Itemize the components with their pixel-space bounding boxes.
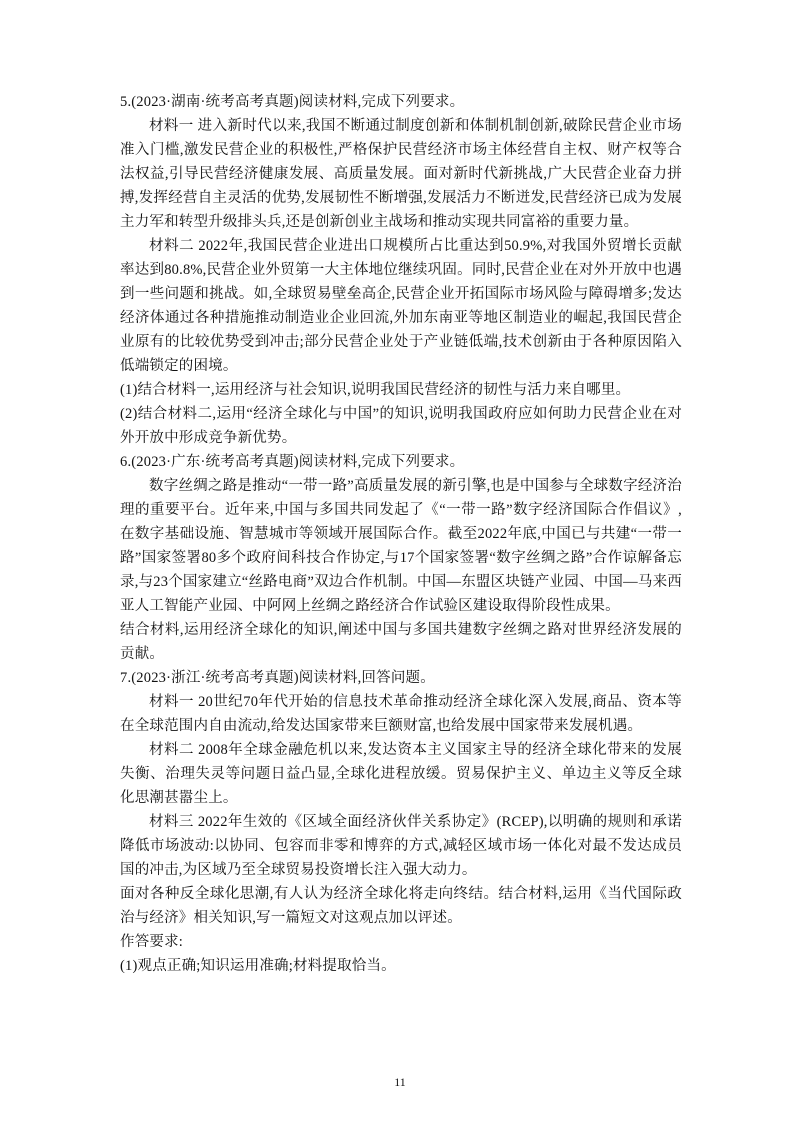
question-7-header: 7.(2023·浙江·统考高考真题)阅读材料,回答问题。: [120, 670, 435, 686]
answer-requirement-1: (1)观点正确;知识运用准确;材料提取恰当。: [120, 958, 396, 974]
question-6-task: 结合材料,运用经济全球化的知识,阐述中国与多国共建数字丝绸之路对世界经济发展的贡献。: [120, 622, 682, 662]
question-7-material-2: 材料二 2008年全球金融危机以来,发达资本主义国家主导的经济全球化带来的发展失衡、治理失灵等问题日益凸显,全球化进程放缓。贸易保护主义、单边主义等反全球化思潮甚嚣尘上。: [120, 742, 682, 806]
question-5-sub-2: (2)结合材料二,运用“经济全球化与中国”的知识,说明我国政府应如何助力民营企业在对外开放中形成竞争新优势。: [120, 406, 682, 446]
question-5-material-1: 材料一 进入新时代以来,我国不断通过制度创新和体制机制创新,破除民营企业市场准入门槛,激发民营企业的积极性,严格保护民营经济市场主体经营自主权、财产权等合法权益,引导民营经济健康发展、高质量发展。面对新时代新挑战,广大民营企业奋力拼搏,发挥经营自主灵活的优势,发展韧性不断增强,发展活力不断迸发,民营经济已成为发展主力军和转型升级排头兵,还是创新创业主战场和推动实现共同富裕的重要力量。: [120, 118, 682, 230]
question-6-material: 数字丝绸之路是推动“一带一路”高质量发展的新引擎,也是中国参与全球数字经济治理的重要平台。近年来,中国与多国共同发起了《“一带一路”数字经济国际合作倡议》,在数字基础设施、智慧城市等领域开展国际合作。截至2022年底,中国已与共建“一带一路”国家签署80多个政府间科技合作协定,与17个国家签署“数字丝绸之路”合作谅解备忘录,与23个国家建立“丝路电商”双边合作机制。中国—东盟区块链产业园、中国—马来西亚人工智能产业园、中阿网上丝绸之路经济合作试验区建设取得阶段性成果。: [120, 478, 682, 614]
question-5-material-2: 材料二 2022年,我国民营企业进出口规模所占比重达到50.9%,对我国外贸增长贡献率达到80.8%,民营企业外贸第一大主体地位继续巩固。同时,民营企业在对外开放中也遇到一些问题和挑战。如,全球贸易壁垒高企,民营企业开拓国际市场风险与障碍增多;发达经济体通过各种措施推动制造业企业回流,外加东南亚等地区制造业的崛起,我国民营企业原有的比较优势受到冲击;部分民营企业处于产业链低端,技术创新由于各种原因陷入低端锁定的困境。: [120, 238, 682, 374]
question-5-header: 5.(2023·湖南·统考高考真题)阅读材料,完成下列要求。: [120, 94, 465, 110]
paragraphs: [120, 90, 682, 978]
question-7-material-1: 材料一 20世纪70年代开始的信息技术革命推动经济全球化深入发展,商品、资本等在全球范围内自由流动,给发达国家带来巨额财富,也给发展中国家带来发展机遇。: [120, 694, 682, 734]
answer-requirements-label: 作答要求:: [120, 934, 184, 950]
question-7-material-3: 材料三 2022年生效的《区域全面经济伙伴关系协定》(RCEP),以明确的规则和承诺降低市场波动:以协同、包容而非零和博弈的方式,减轻区域市场一体化对最不发达成员国的冲击,为区域乃至全球贸易投资增长注入强大动力。: [120, 814, 682, 878]
question-5-sub-1: (1)结合材料一,运用经济与社会知识,说明我国民营经济的韧性与活力来自哪里。: [120, 382, 631, 398]
question-6-header: 6.(2023·广东·统考高考真题)阅读材料,完成下列要求。: [120, 454, 465, 470]
question-7-task: 面对各种反全球化思潮,有人认为经济全球化将走向终结。结合材料,运用《当代国际政治与经济》相关知识,写一篇短文对这观点加以评述。: [120, 886, 682, 926]
page-number: 11: [394, 1075, 406, 1089]
